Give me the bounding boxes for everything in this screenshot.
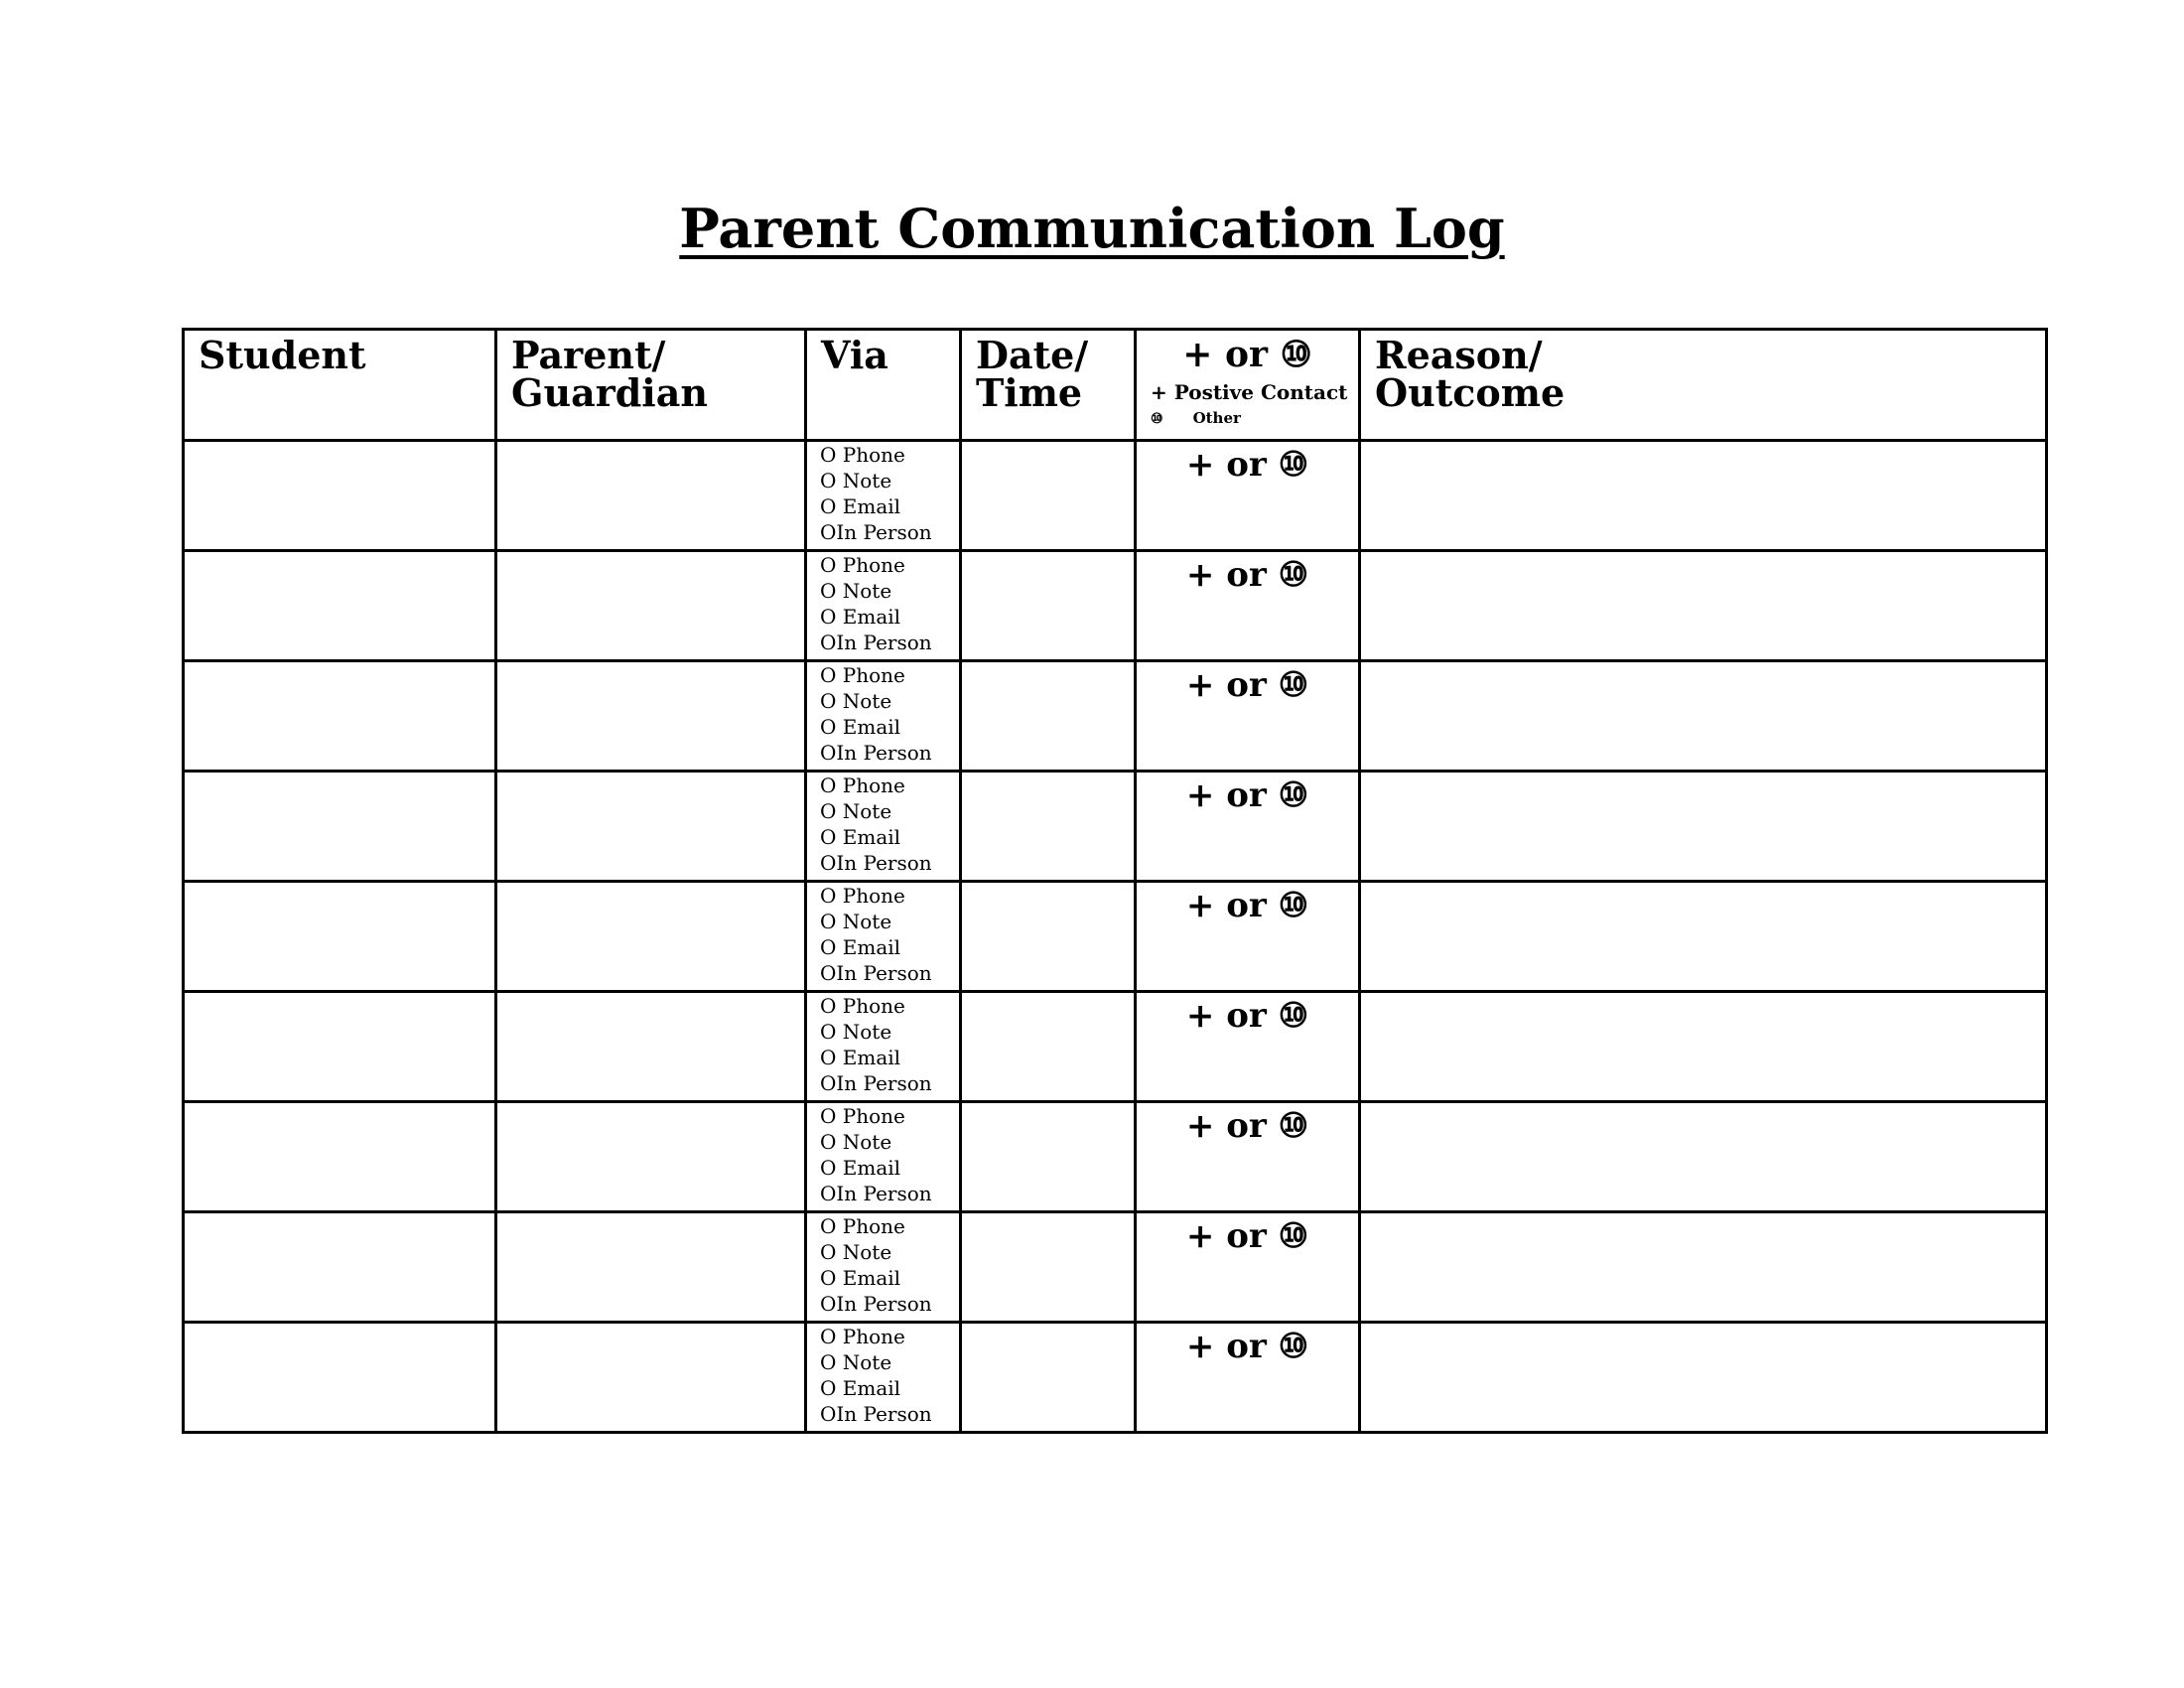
via-option[interactable]: OIn Person [820, 961, 932, 985]
via-options [807, 662, 959, 766]
via-option[interactable]: OIn Person [820, 1292, 932, 1316]
via-option[interactable]: OIn Person [820, 741, 932, 765]
parent-guardian-cell[interactable] [496, 551, 806, 661]
via-option[interactable]: O Phone [820, 1214, 905, 1238]
via-cell [806, 441, 961, 551]
via-option[interactable]: O Note [820, 910, 892, 933]
via-option[interactable]: O Phone [820, 1104, 905, 1128]
table-row [184, 992, 2047, 1102]
table-row [184, 1323, 2047, 1433]
table-row [184, 772, 2047, 882]
via-cell [806, 1102, 961, 1212]
via-options [807, 773, 959, 876]
via-option[interactable]: O Note [820, 689, 892, 713]
reason-outcome-cell[interactable] [1360, 1323, 2047, 1433]
parent-guardian-cell[interactable] [496, 992, 806, 1102]
table-row [184, 661, 2047, 772]
parent-guardian-cell[interactable] [496, 1323, 806, 1433]
via-option[interactable]: OIn Person [820, 520, 932, 544]
table-row [184, 1102, 2047, 1212]
parent-guardian-cell[interactable] [496, 441, 806, 551]
via-column-header: Via [806, 330, 961, 441]
via-option[interactable]: O Phone [820, 663, 905, 687]
reason-outcome-cell[interactable] [1360, 441, 2047, 551]
reason-outcome-cell[interactable] [1360, 992, 2047, 1102]
via-cell [806, 772, 961, 882]
parent-guardian-cell[interactable] [496, 882, 806, 992]
reason-outcome-column-header: Reason/ Outcome [1360, 330, 2047, 441]
student-cell[interactable] [184, 441, 496, 551]
via-option[interactable]: O Email [820, 825, 901, 849]
via-option[interactable]: OIn Person [820, 851, 932, 875]
student-cell[interactable] [184, 1212, 496, 1323]
plus-minus-cell[interactable] [1136, 882, 1360, 992]
plus-minus-cell[interactable] [1136, 1212, 1360, 1323]
reason-outcome-cell[interactable] [1360, 772, 2047, 882]
page-title: Parent Communication Log [679, 197, 1505, 260]
date-time-cell[interactable] [961, 441, 1136, 551]
via-option[interactable]: O Phone [820, 1325, 905, 1348]
legend-positive: + Postive Contact [1151, 380, 1348, 404]
communication-log-table [182, 328, 2048, 1434]
parent-guardian-cell[interactable] [496, 1102, 806, 1212]
table-row [184, 551, 2047, 661]
plus-or-minus-marker: + or ⑩ [1185, 665, 1309, 705]
via-options [807, 883, 959, 986]
student-cell[interactable] [184, 551, 496, 661]
reason-outcome-cell[interactable] [1360, 1102, 2047, 1212]
via-options [807, 552, 959, 655]
via-options [807, 1213, 959, 1317]
plus-or-minus-marker: + or ⑩ [1185, 1106, 1309, 1146]
via-cell [806, 551, 961, 661]
date-time-column-header: Date/ Time [961, 330, 1136, 441]
date-time-cell[interactable] [961, 992, 1136, 1102]
via-option[interactable]: OIn Person [820, 1182, 932, 1205]
via-option[interactable]: O Email [820, 494, 901, 518]
via-option[interactable]: O Note [820, 799, 892, 823]
parent-guardian-cell[interactable] [496, 772, 806, 882]
via-option[interactable]: O Note [820, 1350, 892, 1374]
date-time-cell[interactable] [961, 1102, 1136, 1212]
date-time-cell[interactable] [961, 551, 1136, 661]
via-option[interactable]: O Phone [820, 774, 905, 797]
via-option[interactable]: O Phone [820, 553, 905, 577]
via-options [807, 993, 959, 1096]
via-option[interactable]: O Email [820, 1046, 901, 1069]
date-time-cell[interactable] [961, 772, 1136, 882]
via-option[interactable]: O Phone [820, 443, 905, 467]
via-option[interactable]: O Email [820, 1376, 901, 1400]
via-cell [806, 661, 961, 772]
via-option[interactable]: O Email [820, 1156, 901, 1180]
parent-guardian-cell[interactable] [496, 661, 806, 772]
via-option[interactable]: O Phone [820, 994, 905, 1018]
plus-or-minus-marker: + or ⑩ [1185, 886, 1309, 925]
plus-minus-cell[interactable] [1136, 661, 1360, 772]
plus-minus-cell[interactable] [1136, 441, 1360, 551]
via-option[interactable]: O Note [820, 1130, 892, 1154]
via-option[interactable]: O Note [820, 1020, 892, 1044]
plus-or-minus-marker: + or ⑩ [1185, 1216, 1309, 1256]
student-cell[interactable] [184, 661, 496, 772]
via-option[interactable]: O Email [820, 935, 901, 959]
date-time-cell[interactable] [961, 1323, 1136, 1433]
date-time-cell[interactable] [961, 882, 1136, 992]
via-options [807, 1324, 959, 1427]
legend-other: ⑩ Other [1151, 409, 1241, 427]
parent-guardian-cell[interactable] [496, 1212, 806, 1323]
via-option[interactable]: O Email [820, 1266, 901, 1290]
via-option[interactable]: O Email [820, 715, 901, 739]
via-option[interactable]: O Phone [820, 884, 905, 908]
contact-legend [1137, 380, 1358, 431]
via-option[interactable]: OIn Person [820, 1071, 932, 1095]
via-cell [806, 1212, 961, 1323]
date-time-cell[interactable] [961, 661, 1136, 772]
via-option[interactable]: OIn Person [820, 631, 932, 654]
student-cell[interactable] [184, 992, 496, 1102]
via-options [807, 442, 959, 545]
via-options [807, 1103, 959, 1206]
reason-outcome-cell[interactable] [1360, 1212, 2047, 1323]
plus-minus-cell[interactable] [1136, 992, 1360, 1102]
header-row [184, 330, 2047, 441]
via-cell [806, 1323, 961, 1433]
student-cell[interactable] [184, 882, 496, 992]
via-option[interactable]: OIn Person [820, 1402, 932, 1426]
via-cell [806, 882, 961, 992]
plus-minus-cell[interactable] [1136, 1102, 1360, 1212]
plus-minus-cell[interactable] [1136, 1323, 1360, 1433]
reason-outcome-cell[interactable] [1360, 551, 2047, 661]
plus-minus-cell[interactable] [1136, 772, 1360, 882]
reason-outcome-cell[interactable] [1360, 882, 2047, 992]
table-row [184, 1212, 2047, 1323]
via-option[interactable]: O Note [820, 469, 892, 492]
via-option[interactable]: O Email [820, 605, 901, 629]
via-option[interactable]: O Note [820, 579, 892, 603]
plus-or-minus-marker: + or ⑩ [1185, 555, 1309, 595]
plus-or-minus-marker: + or ⑩ [1185, 1327, 1309, 1366]
reason-outcome-cell[interactable] [1360, 661, 2047, 772]
plus-or-minus-marker: + or ⑩ [1185, 996, 1309, 1036]
table-row [184, 882, 2047, 992]
via-cell [806, 992, 961, 1102]
student-cell[interactable] [184, 1102, 496, 1212]
plus-minus-cell[interactable] [1136, 551, 1360, 661]
plus-minus-column-header: + or ⑩ + Postive Contact ⑩ Other [1136, 330, 1360, 441]
student-cell[interactable] [184, 1323, 496, 1433]
date-time-cell[interactable] [961, 1212, 1136, 1323]
student-cell[interactable] [184, 772, 496, 882]
table-row [184, 441, 2047, 551]
student-column-header: Student [184, 330, 496, 441]
via-option[interactable]: O Note [820, 1240, 892, 1264]
plus-or-minus-marker: + or ⑩ [1185, 445, 1309, 485]
parent-guardian-column-header: Parent/ Guardian [496, 330, 806, 441]
plus-or-minus-marker: + or ⑩ [1185, 775, 1309, 815]
